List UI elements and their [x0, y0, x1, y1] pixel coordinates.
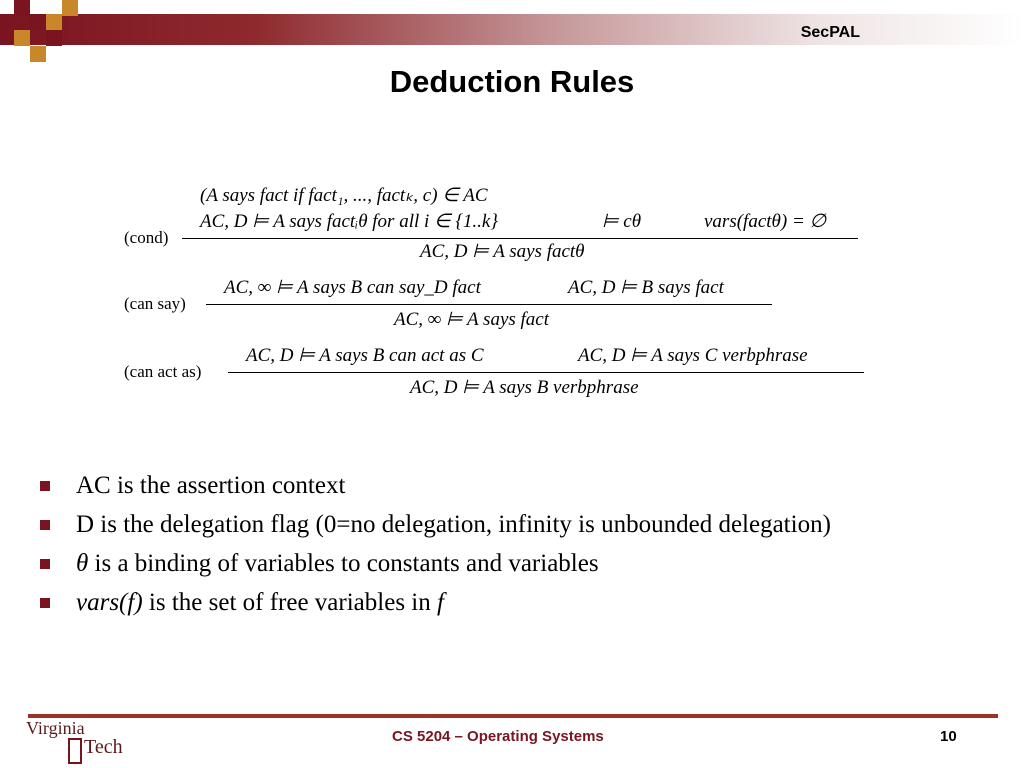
rule-premise: AC, D ⊨ B says fact: [568, 277, 724, 298]
rule-premise: vars(factθ) = ∅: [704, 211, 827, 232]
rule-premise: AC, ∞ ⊨ A says B can say_D fact: [224, 277, 481, 298]
page-number: 10: [940, 728, 957, 745]
footer-rule: [28, 714, 998, 718]
header-band: [0, 14, 1024, 45]
list-item: [40, 505, 1000, 544]
rule-premise: AC, D ⊨ A says C verbphrase: [578, 345, 808, 366]
list-item: [40, 544, 1000, 583]
bullet-square-icon: [40, 559, 50, 569]
logo-mark-icon: [68, 738, 82, 764]
rule-name: (can act as): [124, 362, 202, 381]
rule-cond: [124, 184, 864, 264]
bullet-square-icon: [40, 481, 50, 491]
inference-bar: [206, 304, 772, 305]
rule-name: (can say): [124, 294, 186, 313]
bullet-italic: vars(f): [76, 589, 143, 616]
bullet-square-icon: [40, 598, 50, 608]
bullet-italic-end: f: [437, 589, 444, 616]
virginia-tech-logo: [26, 718, 138, 766]
footer-course: CS 5204 – Operating Systems: [392, 728, 604, 745]
bullet-symbol: θ: [76, 550, 89, 577]
bullet-text: AC is the assertion context: [76, 472, 346, 499]
rule-conclusion: AC, D ⊨ A says factθ: [420, 241, 585, 262]
inference-bar: [228, 372, 864, 373]
rule-conclusion: AC, ∞ ⊨ A says fact: [394, 309, 550, 330]
logo-text-bottom: Tech: [84, 736, 123, 758]
rule-conclusion: AC, D ⊨ A says B verbphrase: [410, 377, 639, 398]
bullet-text: D is the delegation flag (0=no delegation, infinity is unbounded delegation): [76, 511, 831, 538]
slide-title: Deduction Rules: [389, 64, 635, 99]
rule-can-say: [124, 276, 864, 336]
bullet-square-icon: [40, 520, 50, 530]
rule-can-act-as: [124, 344, 864, 404]
rule-premise: ⊨ cθ: [602, 211, 642, 232]
rule-name: (cond): [124, 228, 169, 247]
bullet-text: is the set of free variables in: [142, 589, 437, 616]
header-tag: SecPAL: [800, 24, 860, 41]
rule-premise: AC, D ⊨ A says factᵢθ for all i ∈ {1..k}: [200, 211, 498, 232]
inference-bar: [182, 238, 858, 239]
bullet-text: is a binding of variables to constants and variables: [94, 550, 599, 577]
rule-premise: AC, D ⊨ A says B can act as C: [246, 345, 484, 366]
list-item: [40, 583, 1000, 622]
bullet-list: [40, 466, 1000, 622]
logo-text-top: Virginia: [26, 718, 85, 738]
rule-premise: (A says fact if fact₁, ..., factₖ, c) ∈ AC: [200, 185, 488, 206]
list-item: [40, 466, 1000, 505]
